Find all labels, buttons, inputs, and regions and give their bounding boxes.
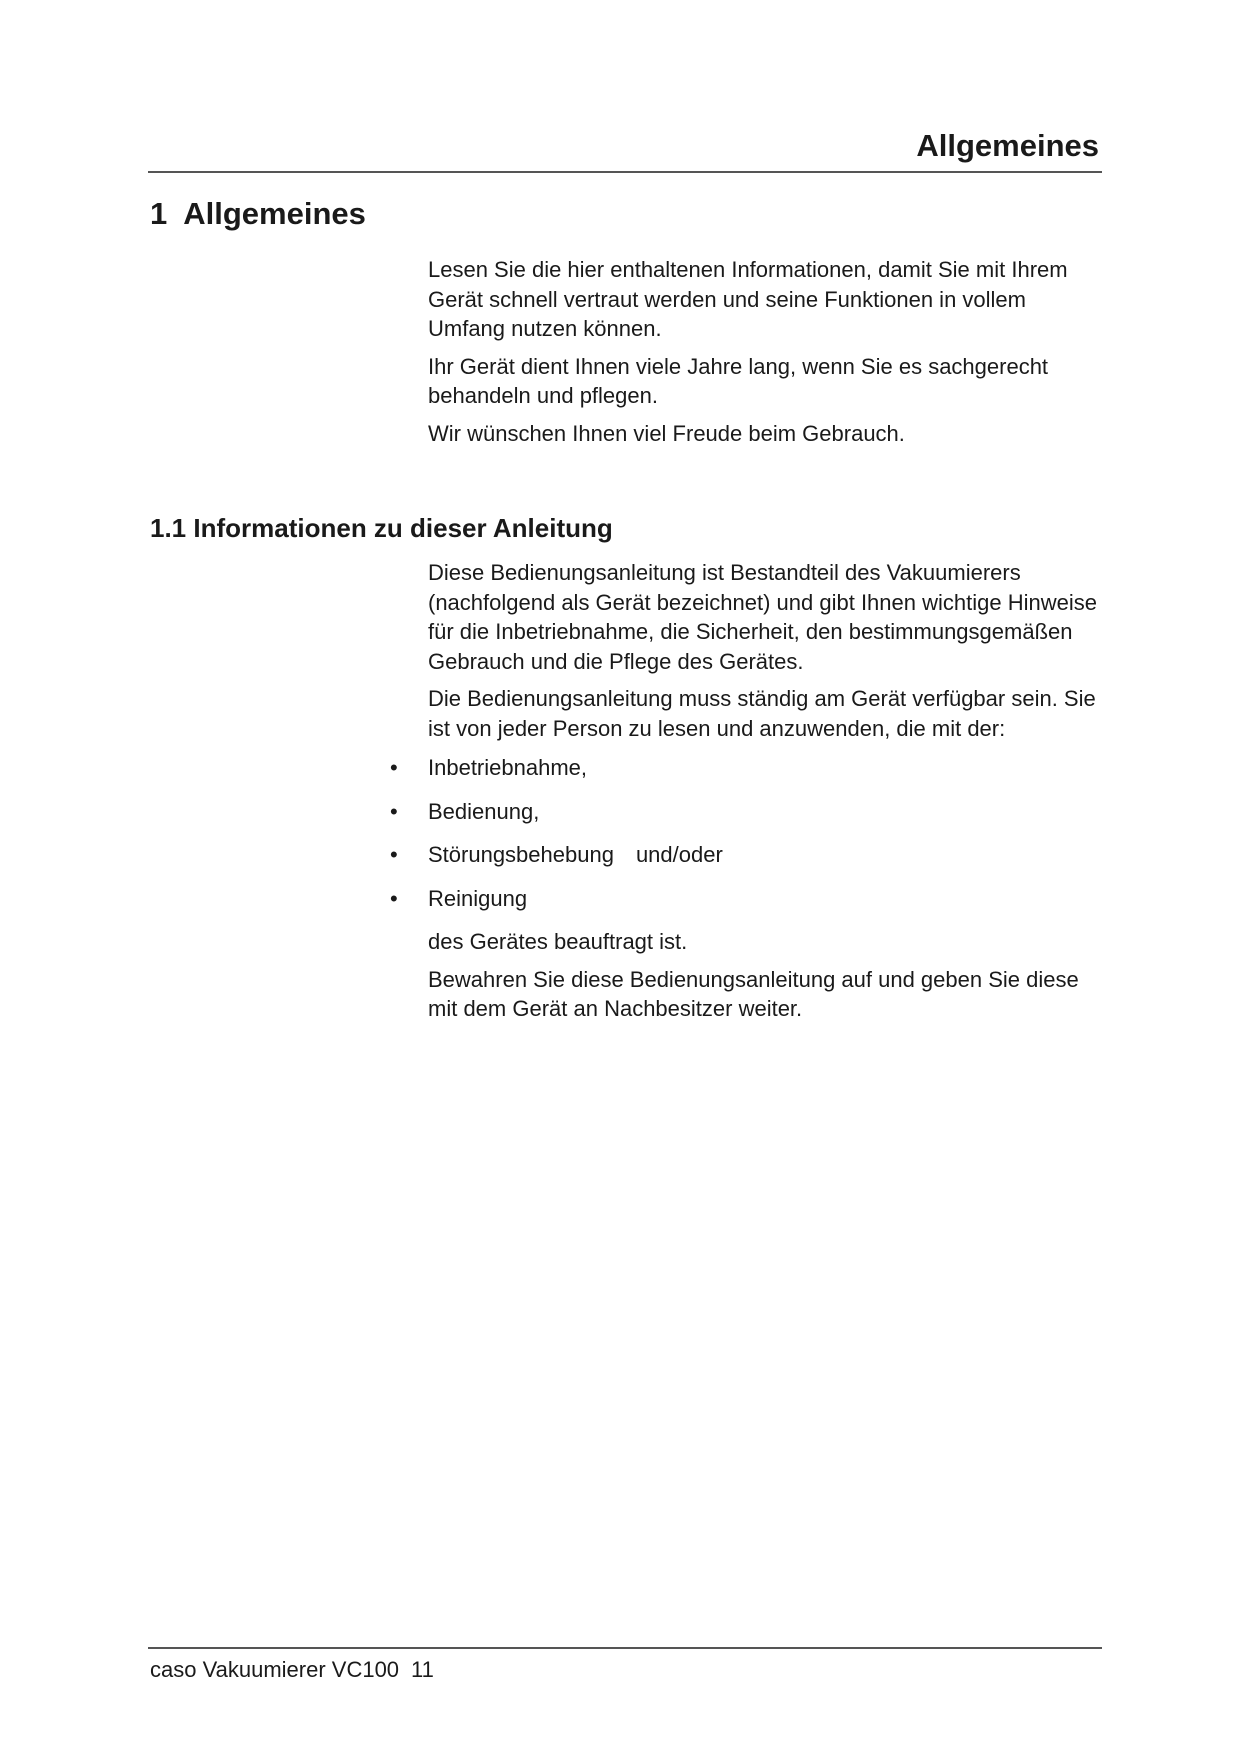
paragraph: Die Bedienungsanleitung muss ständig am Gerät verfügbar sein. Sie ist von jeder Person zu lesen und anzuwenden, die mit der: <box>428 686 1096 741</box>
list-item-text: Reinigung <box>428 885 528 911</box>
paragraph: Diese Bedienungsanleitung ist Bestandteil des Vakuumierers (nachfolgend als Gerät bezeichnet) und gibt Ihnen wichtige Hinweise für die Inbetriebnahme, die Sicherheit, den bestimmungsgemäßen Gebrauch und die Pflege des Gerätes. <box>428 560 1097 674</box>
paragraph: Lesen Sie die hier enthaltenen Informationen, damit Sie mit Ihrem Gerät schnell vertraut werden und seine Funktionen in vollem Umfang nutzen können. <box>428 257 1068 341</box>
list-item-text: Störungsbehebung <box>428 842 614 867</box>
header-divider <box>148 171 1102 173</box>
section-1-1-body <box>390 558 1108 1032</box>
paragraph: Ihr Gerät dient Ihnen viele Jahre lang, wenn Sie es sachgerecht behandeln und pflegen. <box>428 353 1049 408</box>
bullet-icon: • <box>390 885 398 911</box>
bullet-icon: • <box>390 798 398 824</box>
footer-product: caso Vakuumierer VC100 <box>150 1657 400 1682</box>
paragraph: Wir wünschen Ihnen viel Freude beim Gebrauch. <box>428 420 905 446</box>
page-footer <box>150 1656 434 1684</box>
running-header-title: Allgemeines <box>916 128 1099 163</box>
section-1-number: 1 <box>150 196 168 231</box>
footer-divider <box>148 1647 1102 1649</box>
page-number: 11 <box>411 1657 434 1682</box>
list-item <box>390 884 1108 914</box>
bullet-list <box>390 753 1108 913</box>
section-1-1-heading: 1.1 Informationen zu dieser Anleitung <box>150 513 613 543</box>
section-1-heading <box>150 196 366 232</box>
list-item-text: Inbetriebnahme, <box>428 755 587 780</box>
list-item-text: Bedienung, <box>428 798 540 824</box>
paragraph: Bewahren Sie diese Bedienungsanleitung auf und geben Sie diese mit dem Gerät an Nachbesitzer weiter. <box>428 966 1079 1021</box>
section-1-body <box>428 255 1108 456</box>
paragraph: des Gerätes beauftragt ist. <box>428 929 688 954</box>
list-item <box>390 840 1108 870</box>
list-item-suffix: und/oder <box>635 842 723 867</box>
section-1-title: Allgemeines <box>183 196 366 231</box>
bullet-icon: • <box>390 755 398 780</box>
bullet-icon: • <box>390 842 398 867</box>
list-item <box>390 797 1108 827</box>
list-item <box>390 753 1108 783</box>
